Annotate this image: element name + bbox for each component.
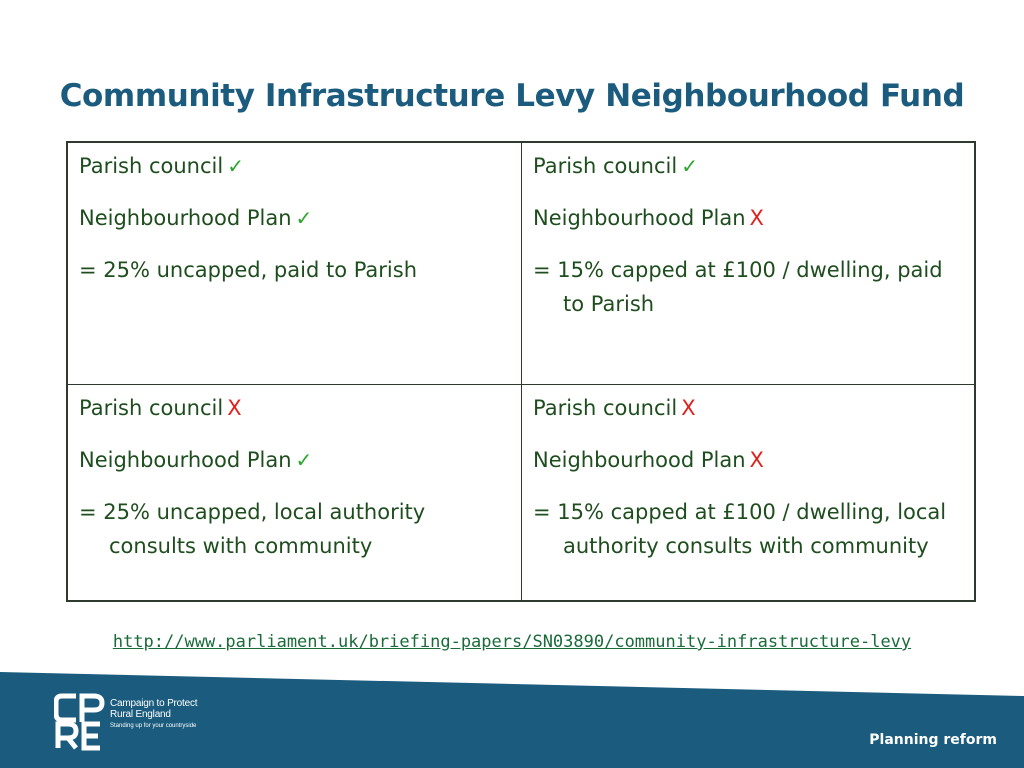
- logo-line-1: Campaign to Protect: [110, 698, 198, 709]
- tick-icon: ✓: [295, 206, 313, 230]
- parish-council-label: Parish council: [79, 154, 224, 178]
- logo-tagline: Standing up for your countryside: [110, 723, 197, 729]
- cross-icon: X: [749, 448, 764, 472]
- footer-band: [0, 672, 1024, 768]
- neighbourhood-plan-line: [79, 443, 511, 477]
- parish-council-label: Parish council: [533, 154, 678, 178]
- grid-cell-parish-no-plan-no: [522, 385, 974, 600]
- result-text: = 15% capped at £100 / dwelling, local authority consults with community: [533, 500, 947, 558]
- parish-council-label: Parish council: [79, 396, 224, 420]
- source-link[interactable]: http://www.parliament.uk/briefing-papers/SN03890/community-infrastructure-levy: [112, 632, 912, 652]
- result-text: = 25% uncapped, local authority consults with community: [79, 500, 426, 558]
- result-text: = 25% uncapped, paid to Parish: [79, 258, 418, 282]
- parish-council-line: [533, 149, 964, 183]
- neighbourhood-plan-line: [79, 201, 511, 235]
- grid-cell-parish-yes-plan-yes: [68, 143, 522, 385]
- parish-council-line: [79, 149, 511, 183]
- cpre-logo-icon: [54, 692, 114, 752]
- tick-icon: ✓: [295, 448, 313, 472]
- footer-section-label: Planning reform: [869, 732, 997, 748]
- logo-wordmark: [110, 698, 197, 732]
- cross-icon: X: [749, 206, 764, 230]
- cross-icon: X: [227, 396, 242, 420]
- cross-icon: X: [681, 396, 696, 420]
- neighbourhood-plan-line: [533, 201, 964, 235]
- result-text: = 15% capped at £100 / dwelling, paid to Parish: [533, 258, 943, 316]
- neighbourhood-plan-label: Neighbourhood Plan: [79, 206, 292, 230]
- tick-icon: ✓: [227, 154, 244, 178]
- parish-council-line: [79, 391, 511, 425]
- levy-grid: [66, 141, 976, 602]
- grid-cell-parish-no-plan-yes: [68, 385, 522, 600]
- parish-council-label: Parish council: [533, 396, 678, 420]
- neighbourhood-plan-line: [533, 443, 964, 477]
- parish-council-line: [533, 391, 964, 425]
- neighbourhood-plan-label: Neighbourhood Plan: [79, 448, 292, 472]
- grid-cell-parish-yes-plan-no: [522, 143, 974, 385]
- neighbourhood-plan-label: Neighbourhood Plan: [533, 448, 746, 472]
- logo-line-2: Rural England: [110, 709, 171, 720]
- tick-icon: ✓: [681, 154, 698, 178]
- neighbourhood-plan-label: Neighbourhood Plan: [533, 206, 746, 230]
- slide-title: Community Infrastructure Levy Neighbourhood Fund: [59, 78, 965, 114]
